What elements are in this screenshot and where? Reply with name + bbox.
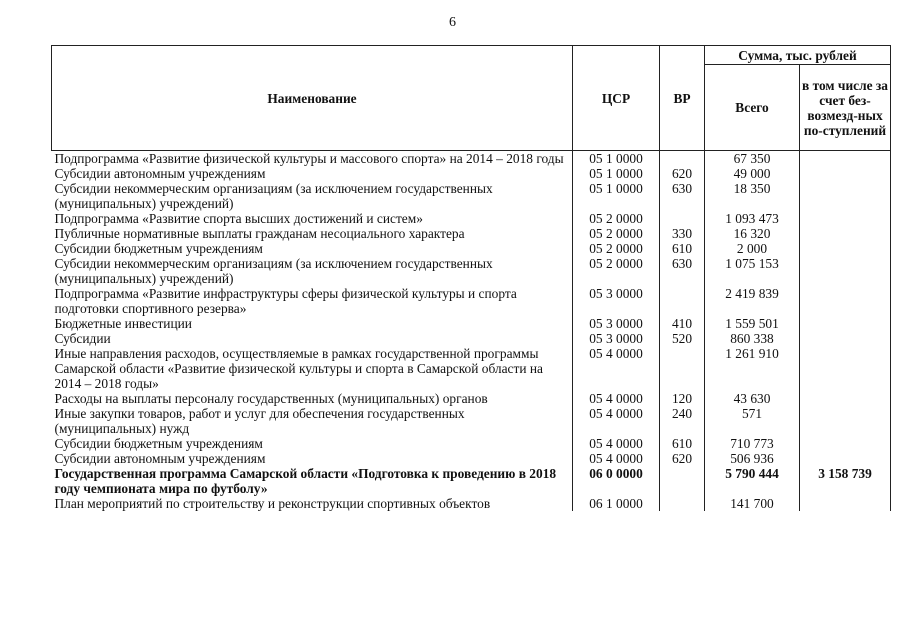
table-row (52, 151, 891, 167)
row-free-receipts (800, 331, 891, 346)
row-total: 67 350 (705, 151, 800, 167)
row-csr: 05 1 0000 (573, 166, 660, 181)
row-total: 16 320 (705, 226, 800, 241)
row-csr: 05 3 0000 (573, 316, 660, 331)
table-row (52, 181, 891, 211)
row-name: Субсидии некоммерческим организациям (за исключением государственных (муниципальных) учреждений) (54, 256, 493, 286)
header-csr: ЦСР (573, 46, 660, 151)
row-csr: 05 2 0000 (573, 241, 660, 256)
row-csr: 05 4 0000 (573, 391, 660, 406)
table-row (52, 436, 891, 451)
row-name: Субсидии некоммерческим организациям (за исключением государственных (муниципальных) учреждений) (54, 181, 493, 211)
row-vr: 630 (660, 256, 705, 286)
row-vr: 410 (660, 316, 705, 331)
row-free-receipts (800, 286, 891, 316)
row-csr: 05 4 0000 (573, 406, 660, 436)
table-row (52, 466, 891, 496)
row-name: Расходы на выплаты персоналу государственных (муниципальных) органов (54, 391, 488, 406)
table-row (52, 346, 891, 391)
row-vr (660, 286, 705, 316)
page-number: 6 (449, 15, 456, 30)
row-total: 571 (705, 406, 800, 436)
row-vr: 240 (660, 406, 705, 436)
row-csr: 06 1 0000 (573, 496, 660, 511)
row-name: Субсидии автономным учреждениям (54, 166, 266, 181)
row-total: 506 936 (705, 451, 800, 466)
row-name: Публичные нормативные выплаты гражданам несоциального характера (54, 226, 465, 241)
row-free-receipts (800, 316, 891, 331)
row-csr: 06 0 0000 (573, 466, 660, 496)
table-row (52, 316, 891, 331)
row-csr: 05 4 0000 (573, 436, 660, 451)
row-vr (660, 496, 705, 511)
row-vr: 120 (660, 391, 705, 406)
row-free-receipts (800, 391, 891, 406)
row-name: Субсидии бюджетным учреждениям (54, 436, 263, 451)
row-free-receipts (800, 406, 891, 436)
row-free-receipts (800, 211, 891, 226)
row-csr: 05 3 0000 (573, 331, 660, 346)
row-vr: 610 (660, 436, 705, 451)
row-total: 1 261 910 (705, 346, 800, 391)
row-free-receipts (800, 166, 891, 181)
table-row (52, 166, 891, 181)
table-row (52, 241, 891, 256)
table-row (52, 256, 891, 286)
row-total: 1 559 501 (705, 316, 800, 331)
row-total: 43 630 (705, 391, 800, 406)
row-name: Подпрограмма «Развитие спорта высших достижений и систем» (54, 211, 423, 226)
header-name: Наименование (52, 46, 573, 151)
budget-table (51, 45, 891, 511)
row-free-receipts (800, 256, 891, 286)
row-csr: 05 1 0000 (573, 181, 660, 211)
table-row (52, 451, 891, 466)
table-row (52, 331, 891, 346)
row-vr (660, 211, 705, 226)
row-name: Субсидии автономным учреждениям (54, 451, 266, 466)
row-name: Государственная программа Самарской области «Подготовка к проведению в 2018 году чемпионата мира по футболу» (54, 466, 557, 496)
row-free-receipts (800, 346, 891, 391)
row-total: 860 338 (705, 331, 800, 346)
row-name: Подпрограмма «Развитие физической культуры и массового спорта» на 2014 – 2018 годы (54, 151, 564, 166)
row-csr: 05 2 0000 (573, 226, 660, 241)
row-free-receipts (800, 151, 891, 167)
row-csr: 05 2 0000 (573, 256, 660, 286)
row-free-receipts (800, 451, 891, 466)
row-vr: 630 (660, 181, 705, 211)
row-free-receipts (800, 496, 891, 511)
row-vr: 620 (660, 451, 705, 466)
header-total: Всего (705, 65, 800, 151)
row-name: Субсидии бюджетным учреждениям (54, 241, 263, 256)
header-sum-group: Сумма, тыс. рублей (705, 46, 891, 65)
row-vr (660, 466, 705, 496)
row-name: Бюджетные инвестиции (54, 316, 192, 331)
row-total: 2 000 (705, 241, 800, 256)
row-total: 18 350 (705, 181, 800, 211)
row-csr: 05 4 0000 (573, 346, 660, 391)
row-name: Подпрограмма «Развитие инфраструктуры сферы физической культуры и спорта подготовки спортивного резерва» (54, 286, 517, 316)
row-total: 710 773 (705, 436, 800, 451)
row-vr: 620 (660, 166, 705, 181)
row-vr (660, 151, 705, 167)
row-free-receipts: 3 158 739 (800, 466, 891, 496)
header-vr: ВР (660, 46, 705, 151)
row-total: 1 093 473 (705, 211, 800, 226)
row-csr: 05 3 0000 (573, 286, 660, 316)
table-row (52, 226, 891, 241)
row-name: Иные направления расходов, осуществляемые в рамках государственной программы Самарской области «Развитие физической культуры и спорта в Самарской области на 2014 – 2018 годы» (54, 346, 543, 391)
row-csr: 05 4 0000 (573, 451, 660, 466)
row-vr: 330 (660, 226, 705, 241)
row-csr: 05 1 0000 (573, 151, 660, 167)
table-row (52, 391, 891, 406)
table-row (52, 211, 891, 226)
row-total: 2 419 839 (705, 286, 800, 316)
row-vr: 610 (660, 241, 705, 256)
row-free-receipts (800, 436, 891, 451)
row-name: Субсидии (54, 331, 111, 346)
row-vr (660, 346, 705, 391)
row-csr: 05 2 0000 (573, 211, 660, 226)
table-row (52, 286, 891, 316)
header-free-receipts: в том числе за счет без-возмезд-ных по-ступлений (800, 65, 891, 151)
row-vr: 520 (660, 331, 705, 346)
row-total: 1 075 153 (705, 256, 800, 286)
row-free-receipts (800, 226, 891, 241)
row-name: Иные закупки товаров, работ и услуг для обеспечения государственных (муниципальных) нужд (54, 406, 465, 436)
row-total: 49 000 (705, 166, 800, 181)
table-row (52, 496, 891, 511)
table-body (52, 151, 891, 512)
row-free-receipts (800, 241, 891, 256)
row-total: 5 790 444 (705, 466, 800, 496)
row-free-receipts (800, 181, 891, 211)
row-name: План мероприятий по строительству и реконструкции спортивных объектов (54, 496, 491, 511)
row-total: 141 700 (705, 496, 800, 511)
table-row (52, 406, 891, 436)
